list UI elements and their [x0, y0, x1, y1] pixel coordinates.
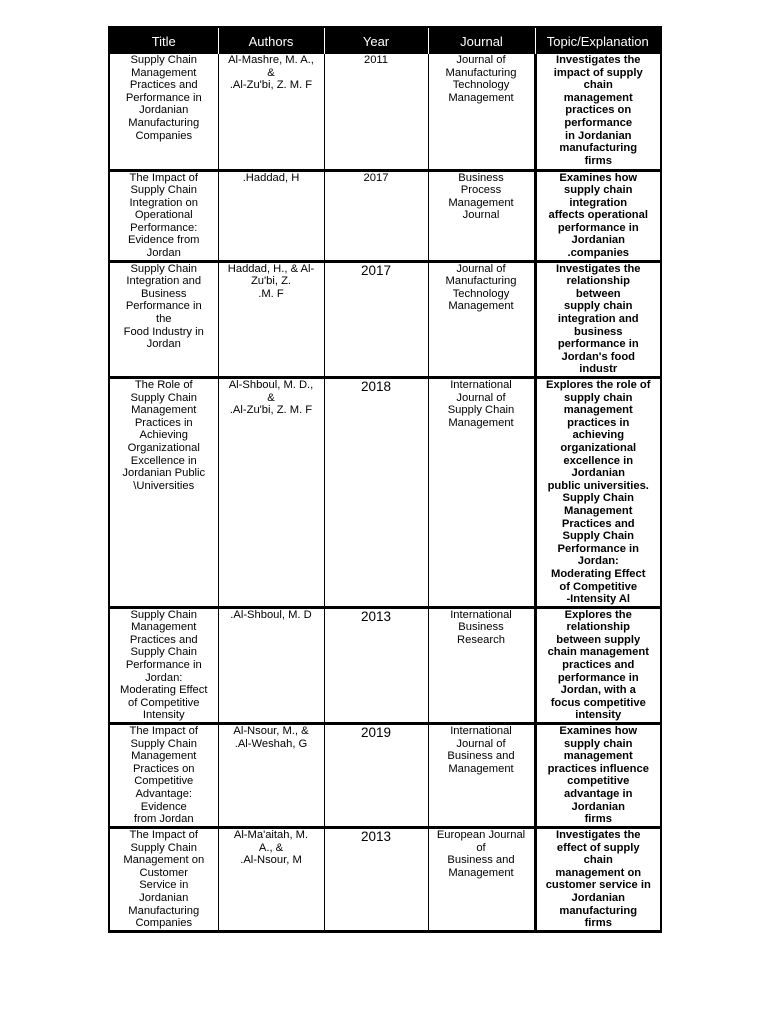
header-row [109, 27, 661, 54]
table-row [109, 261, 661, 377]
cell-journal: European Journal of Business and Management [428, 828, 535, 932]
cell-topic: Investigates the effect of supply chain management on customer service in Jordanian manufacturing firms [535, 828, 661, 932]
table-row [109, 828, 661, 932]
header-year: Year [324, 27, 428, 54]
cell-journal: Journal of Manufacturing Technology Management [428, 54, 535, 170]
cell-topic: Investigates the impact of supply chain management practices on performance in Jordanian manufacturing firms [535, 54, 661, 170]
cell-authors: Al-Ma'aitah, M. A., & .Al-Nsour, M [218, 828, 324, 932]
cell-year: 2011 [324, 54, 428, 170]
cell-year: 2013 [324, 828, 428, 932]
cell-topic: Explores the relationship between supply chain management practices and performance in Jordan, with a focus competitive intensity [535, 607, 661, 723]
table-row [109, 724, 661, 828]
table-row [109, 170, 661, 261]
cell-authors: .Haddad, H [218, 170, 324, 261]
cell-authors: Al-Shboul, M. D., & .Al-Zu'bi, Z. M. F [218, 378, 324, 608]
cell-topic: Examines how supply chain management practices influence competitive advantage in Jordanian firms [535, 724, 661, 828]
cell-journal: Journal of Manufacturing Technology Management [428, 261, 535, 377]
cell-authors: Al-Mashre, M. A., & .Al-Zu'bi, Z. M. F [218, 54, 324, 170]
cell-journal: International Business Research [428, 607, 535, 723]
table-header [109, 27, 661, 54]
table-row [109, 378, 661, 608]
cell-title: The Impact of Supply Chain Integration on Operational Performance: Evidence from Jordan [109, 170, 218, 261]
header-title: Title [109, 27, 218, 54]
cell-topic: Examines how supply chain integration affects operational performance in Jordanian .companies [535, 170, 661, 261]
literature-table [108, 26, 662, 933]
cell-title: Supply Chain Integration and Business Performance in the Food Industry in Jordan [109, 261, 218, 377]
cell-title: Supply Chain Management Practices and Performance in Jordanian Manufacturing Companies [109, 54, 218, 170]
header-journal: Journal [428, 27, 535, 54]
cell-authors: Haddad, H., & Al- Zu'bi, Z. .M. F [218, 261, 324, 377]
cell-journal: Business Process Management Journal [428, 170, 535, 261]
cell-year: 2019 [324, 724, 428, 828]
cell-year: 2017 [324, 170, 428, 261]
cell-authors: Al-Nsour, M., & .Al-Weshah, G [218, 724, 324, 828]
header-authors: Authors [218, 27, 324, 54]
cell-journal: International Journal of Business and Management [428, 724, 535, 828]
header-topic: Topic/Explanation [535, 27, 661, 54]
cell-year: 2013 [324, 607, 428, 723]
cell-title: The Impact of Supply Chain Management on Customer Service in Jordanian Manufacturing Companies [109, 828, 218, 932]
table-body [109, 54, 661, 932]
cell-topic: Investigates the relationship between supply chain integration and business performance in Jordan's food industr [535, 261, 661, 377]
cell-year: 2017 [324, 261, 428, 377]
table-row [109, 54, 661, 170]
cell-title: The Impact of Supply Chain Management Practices on Competitive Advantage: Evidence from Jordan [109, 724, 218, 828]
cell-topic: Explores the role of supply chain management practices in achieving organizational excellence in Jordanian public universities. Supply Chain Management Practices and Supply Chain Performance in Jordan: Moderating Effect of Competitive -Intensity Al [535, 378, 661, 608]
cell-journal: International Journal of Supply Chain Management [428, 378, 535, 608]
cell-authors: .Al-Shboul, M. D [218, 607, 324, 723]
cell-title: Supply Chain Management Practices and Supply Chain Performance in Jordan: Moderating Effect of Competitive Intensity [109, 607, 218, 723]
cell-year: 2018 [324, 378, 428, 608]
table-row [109, 607, 661, 723]
cell-title: The Role of Supply Chain Management Practices in Achieving Organizational Excellence in Jordanian Public \Universities [109, 378, 218, 608]
